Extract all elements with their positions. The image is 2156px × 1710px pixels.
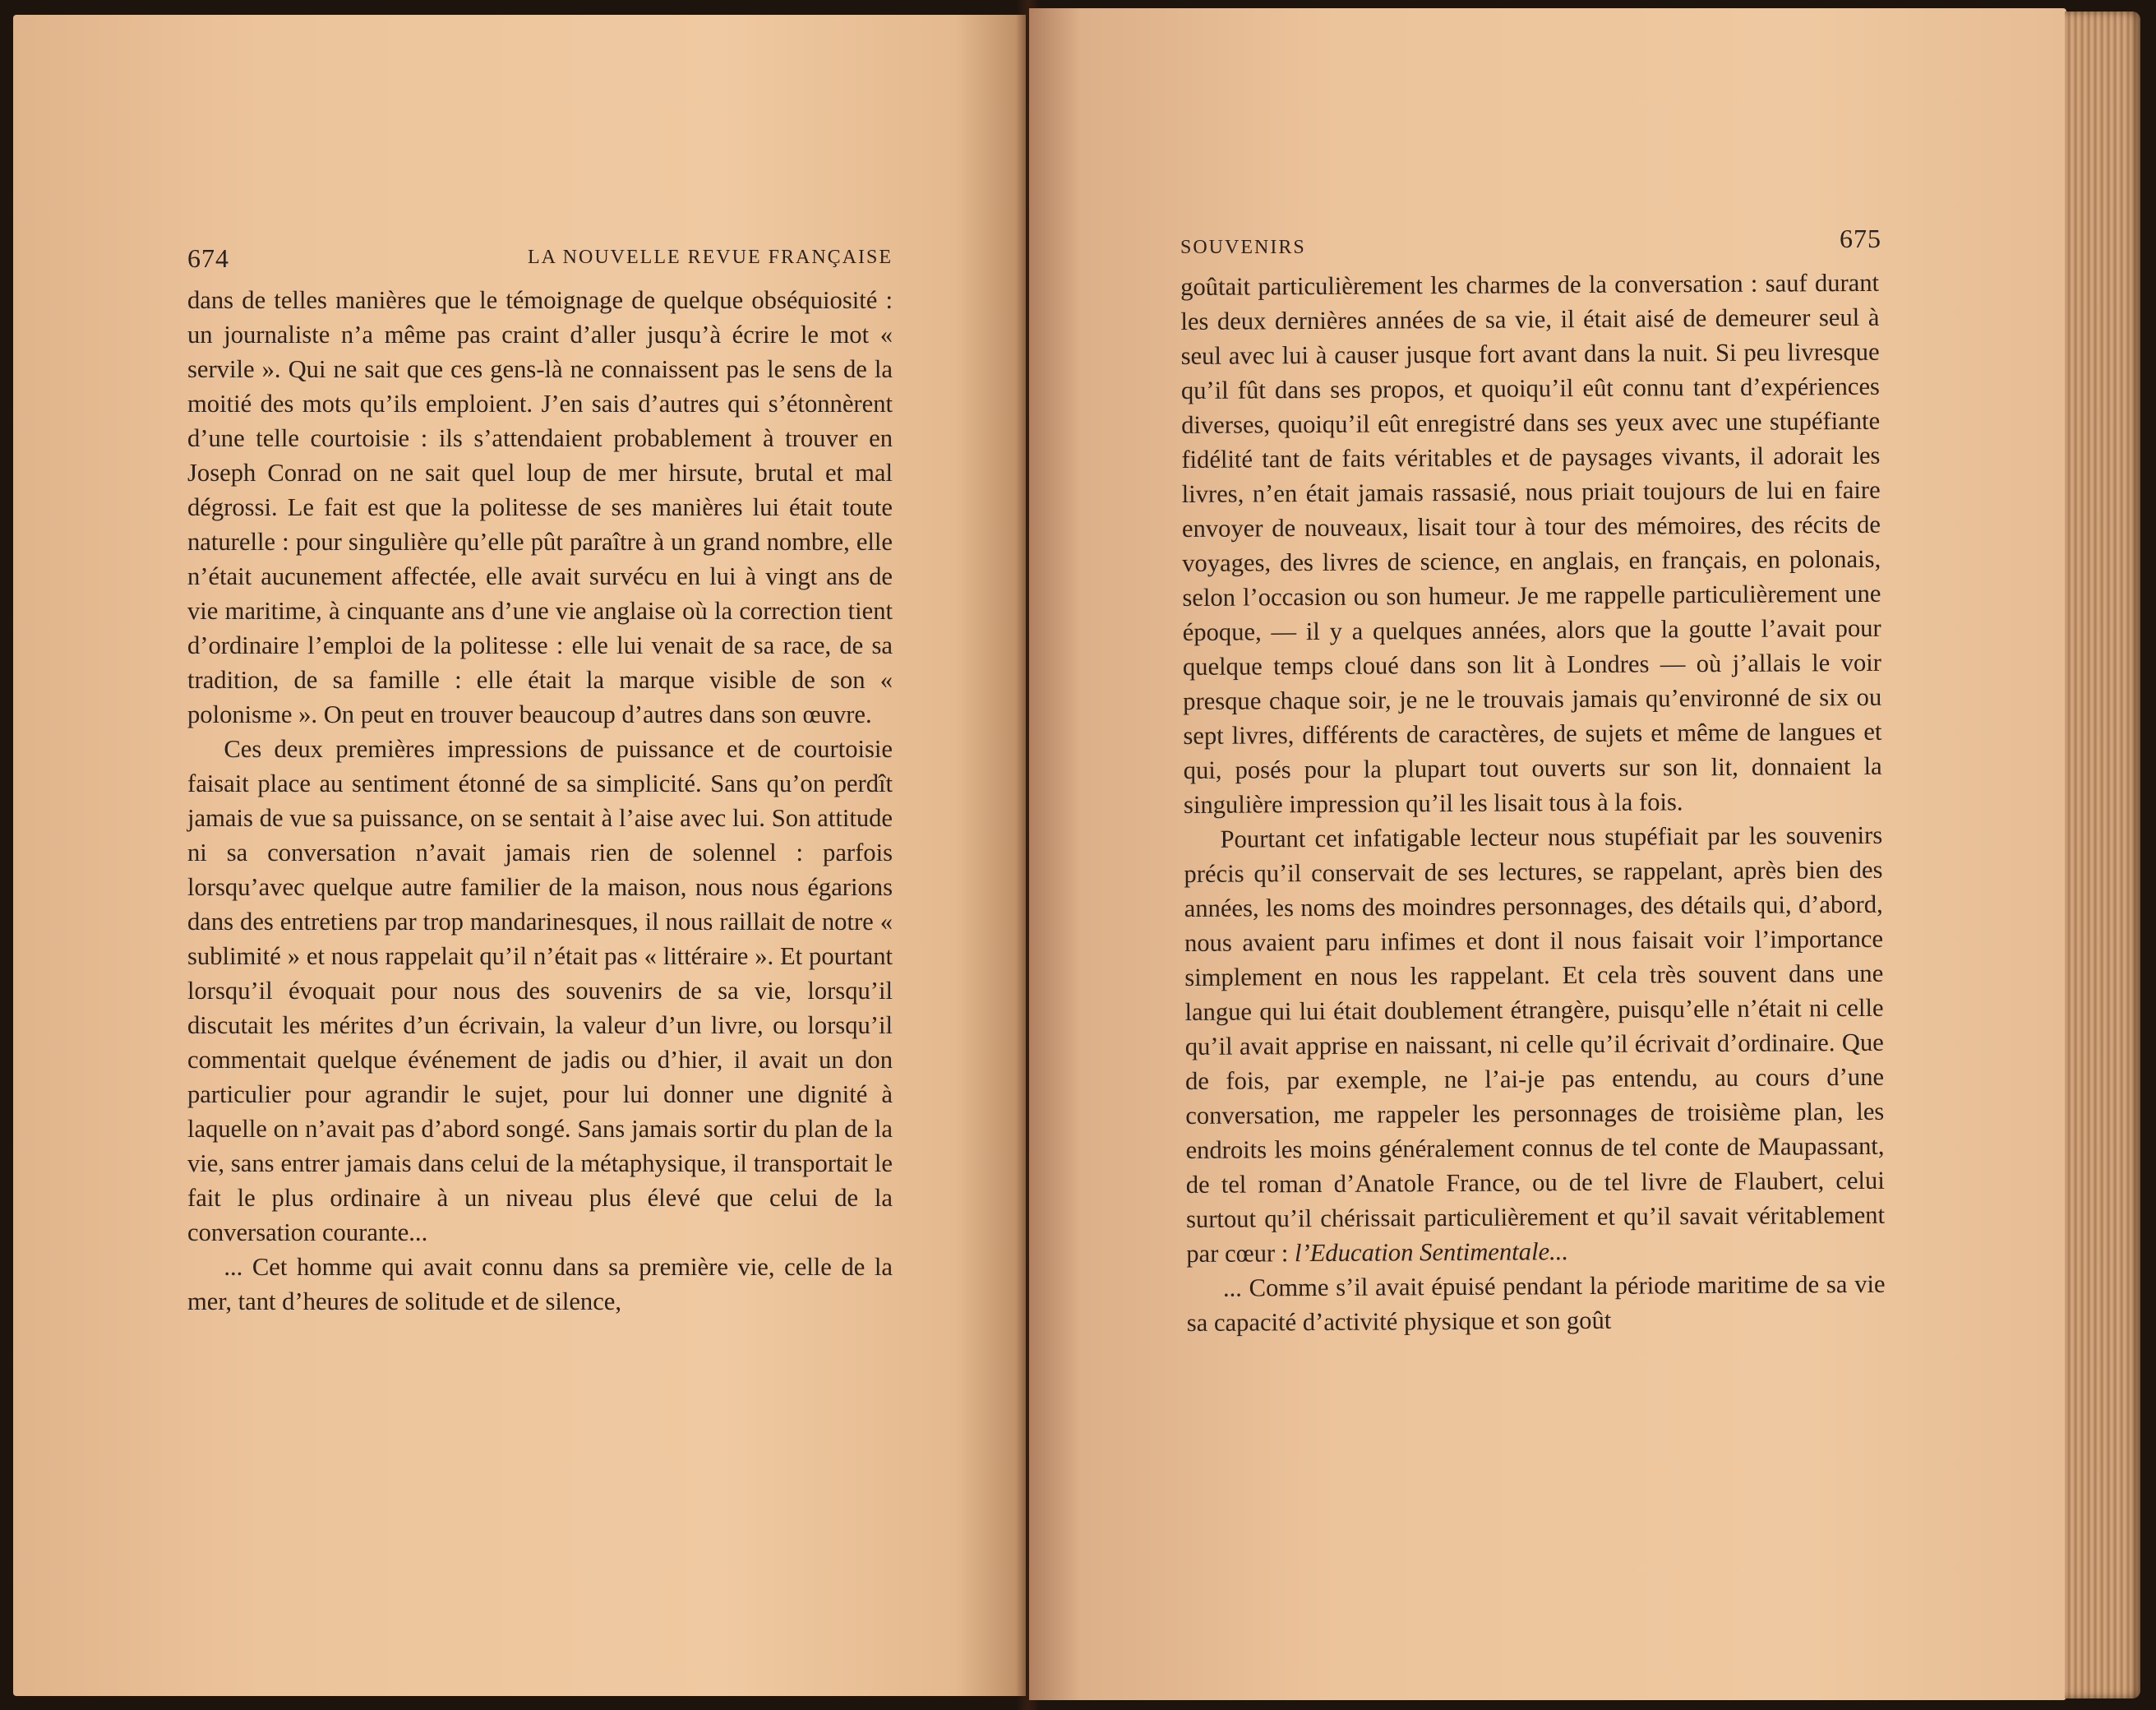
left-page (13, 15, 1026, 1696)
right-paragraph-3: ... Comme s’il avait épuisé pendant la période maritime de sa vie sa capacité d’activité physique et son goût (1186, 1269, 1886, 1337)
right-paragraph-2 (1184, 818, 1885, 1271)
left-body-text (187, 283, 893, 1319)
right-paragraph-2-text: Pourtant cet infatigable lecteur nous stupéfiait par les souvenirs précis qu’il conservait de ses lectures, se rappelant, après bien des années, les noms des moindres personnages, des détails qui, d’abord, nous avaient paru infimes et dont il nous faisait voir l’importance simplement en nous les rappelant. Et cela très souvent dans une langue qui lui était doublement étrangère, puisqu’elle n’était ni celle qu’il avait apprise en naissant, ni celle qu’il écrivait d’ordinaire. Que de fois, par exemple, ne l’ai-je pas entendu, au cours d’une conversation, me rappeler les personnages de troisième plan, les endroits les moins généralement connus de tel conte de Maupassant, de tel roman d’Anatole France, ou de tel livre de Flaubert, celui surtout qu’il chérissait particulièrement et qu’il savait véritablement par cœur : (1184, 820, 1886, 1268)
right-page-number: 675 (1840, 224, 1881, 253)
colon-space (1288, 1239, 1295, 1267)
left-paragraph-2: Ces deux premières impressions de puissance et de courtoisie faisait place au sentiment étonné de sa simplicité. Sans qu’on perdît jamais de vue sa puissance, on se sentait à l’aise avec lui. Son attitude ni sa conversation n’avait jamais rien de solennel : parfois lorsqu’avec quelque autre familier de la maison, nous nous égarions dans des entretiens par trop mandarinesques, il nous raillait de notre « sublimité » et nous rappelait qu’il n’était pas « littéraire ». Et pourtant lorsqu’il évoquait pour nous des souvenirs de sa vie, lorsqu’il discutait les mérites d’un écrivain, la valeur d’un livre, ou lorsqu’il commentait quelque événement de jadis ou d’hier, il avait un don particulier pour agrandir le sujet, pour lui donner une dignité à laquelle on n’avait pas d’abord songé. Sans jamais sortir du plan de la vie, sans entrer jamais dans celui de la métaphysique, il transportait le fait le plus ordinaire à un niveau plus élevé que celui de la conversation courante... (187, 735, 893, 1246)
right-page (1029, 8, 2066, 1700)
book-title-italic: l’Education Sentimentale... (1294, 1237, 1569, 1268)
left-running-head (13, 243, 1026, 276)
right-body-text (1180, 266, 1886, 1340)
left-running-title: LA NOUVELLE REVUE FRANÇAISE (528, 247, 893, 268)
left-page-number: 674 (187, 243, 229, 273)
page-edges (2065, 12, 2140, 1698)
left-paragraph-3: ... Cet homme qui avait connu dans sa première vie, celle de la mer, tant d’heures de solitude et de silence, (187, 1253, 893, 1315)
right-paragraph-1: goûtait particulièrement les charmes de la conversation : sauf durant les deux dernières années de sa vie, il était aisé de demeurer seul à seul avec lui à causer jusque fort avant dans la nuit. Si peu livresque qu’il fût dans ses propos, et quoiqu’il eût connu tant d’expériences diverses, quoiqu’il eût enregistré dans ses yeux avec une stupéfiante fidélité tant de faits véritables et de paysages vivants, il adorait les livres, n’en était jamais rassasié, nous priait toujours de lui en faire envoyer de nouveaux, lisait tour à tour des mémoires, des récits de voyages, des livres de science, en anglais, en français, en polonais, selon l’occasion ou son humeur. Je me rappelle particulièrement une époque, — il y a quelques années, alors que la goutte l’avait pour quelque temps cloué dans son lit à Londres — où j’allais le voir presque chaque soir, je ne le trouvais jamais qu’environné de six ou sept livres, différents de caractères, de sujets et même de langues et qui, posés pour la plupart tout ouverts sur son lit, donnaient la singulière impression qu’il les lisait tous à la fois. (1180, 268, 1882, 819)
left-paragraph-1: dans de telles manières que le témoignage de quelque obséquiosité : un journaliste n’a même pas craint d’aller jusqu’à écrire le mot « servile ». Qui ne sait que ces gens-là ne connaissent pas le sens de la moitié des mots qu’ils emploient. J’en sais d’autres qui s’étonnèrent d’une telle courtoisie : ils s’attendaient probablement à trouver en Joseph Conrad on ne sait quel loup de mer hirsute, brutal et mal dégrossi. Le fait est que la politesse de ses manières lui était toute naturelle : pour singulière qu’elle pût paraître à un grand nombre, elle n’était aucunement affectée, elle avait survécu en lui à vingt ans de vie maritime, à cinquante ans d’une vie anglaise où la correction tient d’ordinaire l’emploi de la politesse : elle lui venait de sa race, de sa tradition, de sa famille : elle était la marque visible de son « polonisme ». On peut en trouver beaucoup d’autres dans son œuvre. (187, 286, 893, 728)
right-running-title: SOUVENIRS (1180, 237, 1306, 258)
right-running-head (1029, 224, 2066, 256)
